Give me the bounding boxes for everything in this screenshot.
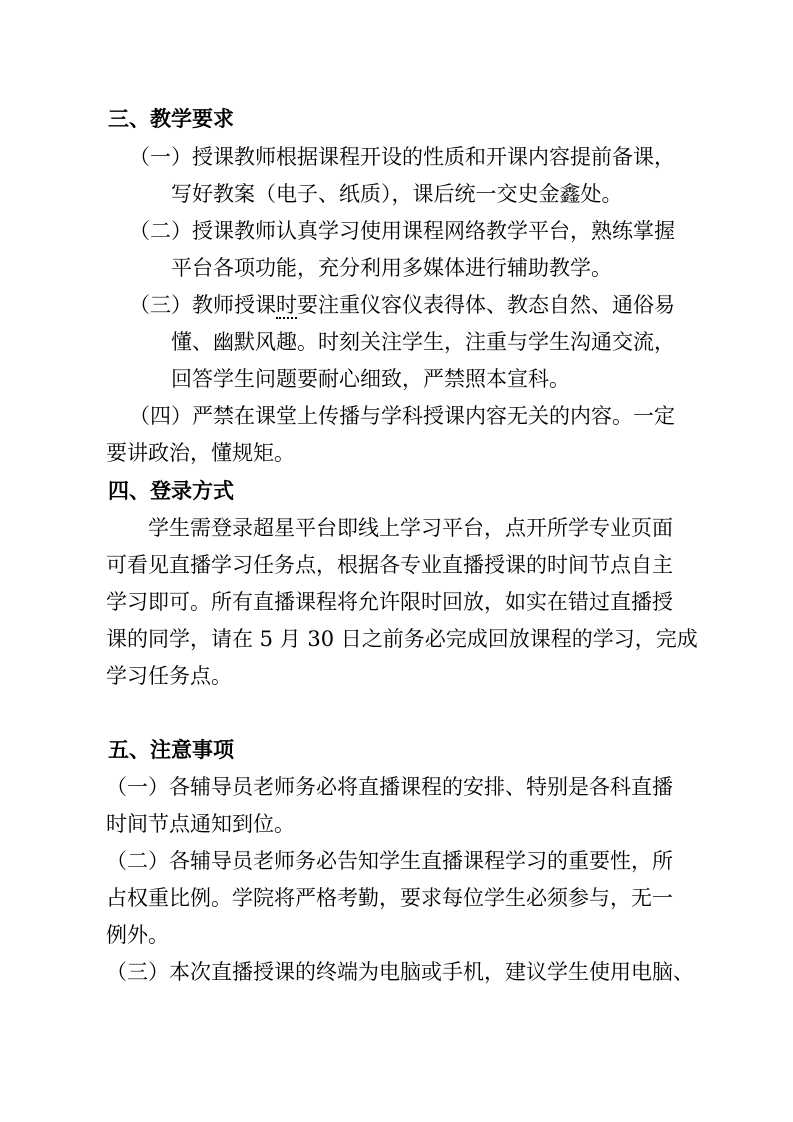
- teaching-item-3-line-1-post: 要注重仪容仪表得体、教态自然、通俗易: [297, 293, 675, 317]
- teaching-item-3-line-2: 懂、幽默风趣。时刻关注学生，注重与学生沟通交流，: [171, 330, 675, 354]
- login-paragraph-line-3: 学习即可。所有直播课程将允许限时回放，如实在错过直播授: [106, 590, 673, 614]
- teaching-item-3-line-1-pre: （三）教师授课: [129, 293, 276, 317]
- notes-item-2-line-3: 例外。: [106, 923, 169, 947]
- notes-item-2-line-1: （二）各辅导员老师务必告知学生直播课程学习的重要性，所: [106, 849, 673, 873]
- teaching-item-4-line-1: （四）严禁在课堂上传播与学科授课内容无关的内容。一定: [129, 404, 675, 428]
- notes-item-1-line-2: 时间节点通知到位。: [106, 812, 295, 836]
- login-paragraph-line-2: 可看见直播学习任务点，根据各专业直播授课的时间节点自主: [106, 553, 673, 577]
- notes-item-1-line-1: （一）各辅导员老师务必将直播课程的安排、特别是各科直播: [106, 775, 673, 799]
- section-heading-login-method: 四、登录方式: [108, 479, 234, 503]
- notes-item-3-line-1: （三）本次直播授课的终端为电脑或手机，建议学生使用电脑、: [106, 960, 694, 984]
- teaching-item-4-line-2: 要讲政治，懂规矩。: [106, 441, 295, 465]
- teaching-item-2-line-1: （二）授课教师认真学习使用课程网络教学平台，熟练掌握: [129, 219, 675, 243]
- section-heading-teaching-requirements: 三、教学要求: [108, 107, 234, 131]
- login-paragraph-line-5: 学习任务点。: [106, 664, 232, 688]
- teaching-item-3-line-3: 回答学生问题要耐心细致，严禁照本宣科。: [171, 367, 570, 391]
- teaching-item-3-line-1: [129, 293, 675, 317]
- notes-item-2-line-2: 占权重比例。学院将严格考勤，要求每位学生必须参与，无一: [106, 886, 673, 910]
- teaching-item-1-line-1: （一）授课教师根据课程开设的性质和开课内容提前备课，: [129, 145, 675, 169]
- section-heading-notes: 五、注意事项: [108, 738, 234, 762]
- teaching-item-1-line-2: 写好教案（电子、纸质），课后统一交史金鑫处。: [171, 182, 623, 206]
- teaching-item-3-marked-char: 时: [276, 293, 297, 317]
- login-paragraph-line-4: 课的同学，请在 5 月 30 日之前务必完成回放课程的学习，完成: [106, 627, 698, 651]
- login-paragraph-line-1: 学生需登录超星平台即线上学习平台，点开所学专业页面: [148, 516, 673, 540]
- teaching-item-2-line-2: 平台各项功能，充分利用多媒体进行辅助教学。: [171, 256, 612, 280]
